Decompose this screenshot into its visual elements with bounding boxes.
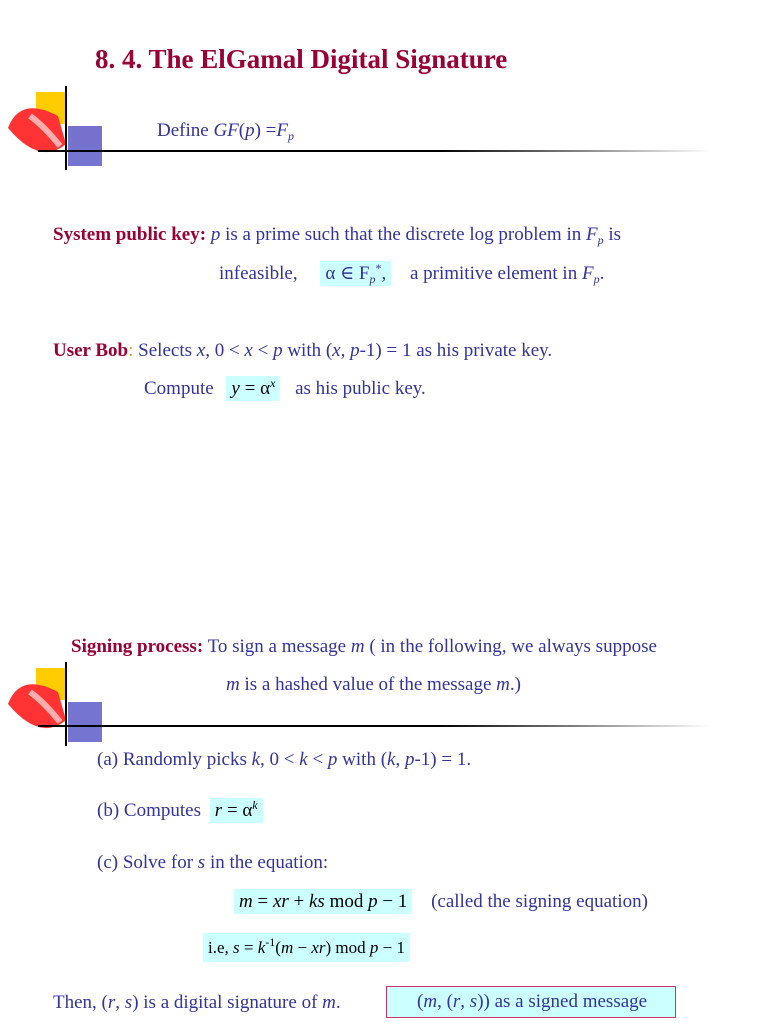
slide-decoration-icon — [0, 662, 110, 752]
page-title: 8. 4. The ElGamal Digital Signature — [95, 44, 508, 74]
r-formula: $r = \alpha^k$ — [210, 798, 263, 823]
ie-line — [203, 935, 410, 958]
then-line: Then, (r, s) is a digital signature of m. — [53, 992, 341, 1013]
signing-equation: m = xr + ks mod p − 1 — [234, 889, 412, 914]
signing-equation-line — [234, 891, 648, 913]
step-a: (a) Randomly picks k, 0 < k < p with (k, p-1) = 1. — [97, 749, 472, 770]
system-key-line-2: infeasible, α ∈ $F_p^*$, a primitive element in $F_p$. — [219, 261, 605, 286]
step-c: (c) Solve for s in the equation: — [97, 852, 329, 873]
user-bob-label: User Bob — [53, 340, 129, 361]
alpha-formula: α ∈ $F_p^*$, — [320, 261, 391, 286]
signing-line-2: m is a hashed value of the message m.) — [226, 674, 521, 695]
system-key-label: System public key: — [53, 224, 207, 245]
s-formula: i.e, $s = k^{-1}(m - xr)$ mod p − 1 — [203, 933, 410, 962]
step-b: (b) Computes $r = \alpha^k$ — [97, 800, 263, 822]
signing-label: Signing process: — [71, 636, 204, 657]
define-line: Define $GF(p) =F_p$ — [157, 120, 295, 143]
slide-decoration-icon — [0, 86, 110, 176]
user-bob-line-2: Compute $y = \alpha^x$ as his public key. — [144, 376, 426, 399]
system-key-line-1: System public key: p is a prime such that the discrete log problem in $F_p$ is — [53, 224, 622, 247]
signed-message-box: (m, (r, s)) as a signed message — [386, 986, 676, 1018]
user-bob-line-1: User Bob: Selects x, 0 < x < p with (x, p-1) = 1 as his private key. — [53, 340, 553, 361]
signing-equation-note: (called the signing equation) — [431, 891, 648, 912]
header-divider — [38, 150, 710, 152]
slide-2 — [0, 512, 768, 1024]
signing-line-1: Signing process: To sign a message m ( in the following, we always suppose — [71, 636, 657, 657]
header-divider — [38, 725, 710, 727]
public-key-formula: $y = \alpha^x$ — [226, 376, 280, 401]
